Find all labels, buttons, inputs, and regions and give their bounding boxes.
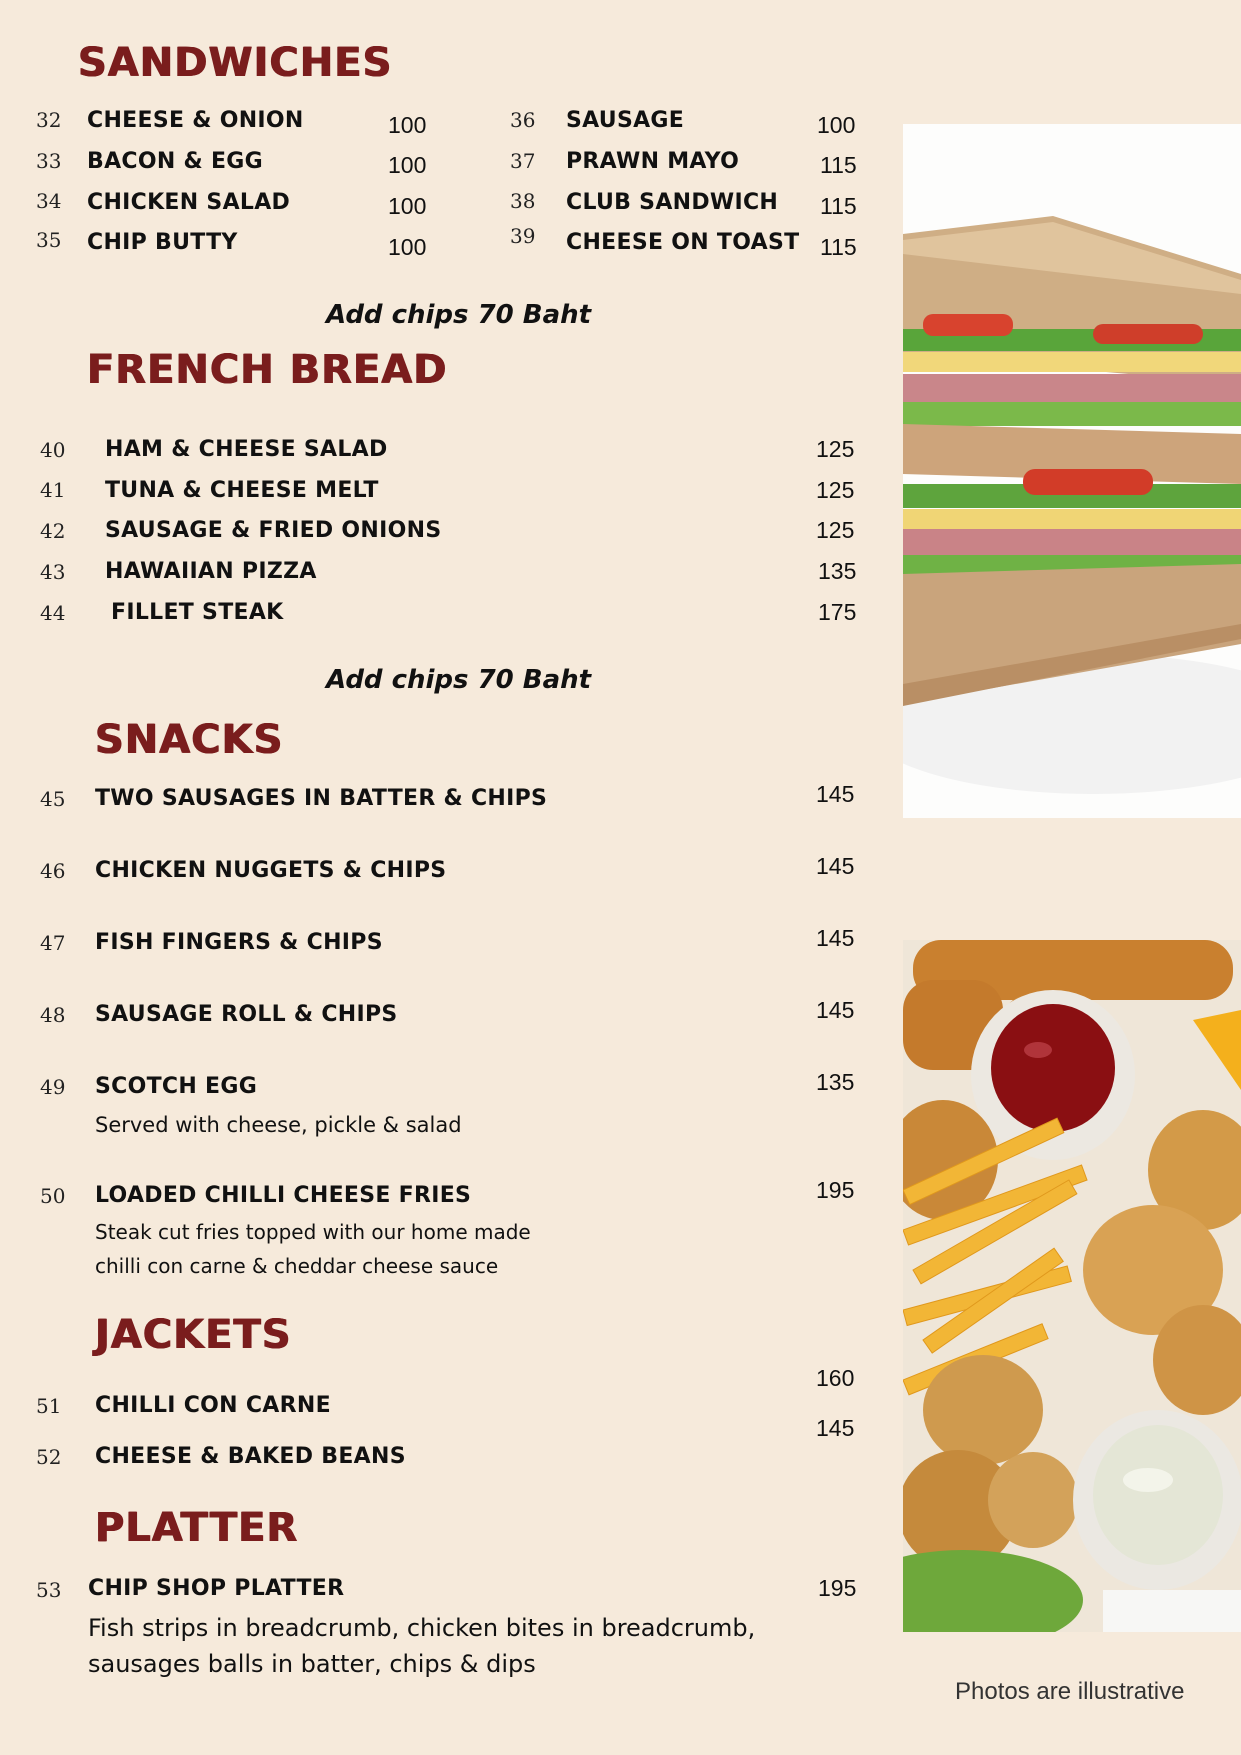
item-price: 195 xyxy=(816,1177,855,1203)
item-name: CHICKEN NUGGETS & CHIPS xyxy=(95,858,447,883)
item-price: 125 xyxy=(816,477,855,503)
item-price: 175 xyxy=(818,599,857,625)
item-description: chilli con carne & cheddar cheese sauce xyxy=(95,1254,499,1278)
item-price: 160 xyxy=(816,1365,855,1391)
item-number: 51 xyxy=(36,1394,62,1418)
item-number: 39 xyxy=(510,224,536,248)
item-name: CHILLI CON CARNE xyxy=(95,1393,331,1418)
item-number: 41 xyxy=(40,478,66,502)
platter-illustration xyxy=(903,940,1241,1632)
section-title-platter: PLATTER xyxy=(95,1505,299,1551)
platter-photo xyxy=(903,940,1241,1632)
item-price: 100 xyxy=(817,112,856,138)
item-name: FISH FINGERS & CHIPS xyxy=(95,930,383,955)
item-description: Served with cheese, pickle & salad xyxy=(95,1113,462,1137)
item-name: LOADED CHILLI CHEESE FRIES xyxy=(95,1183,472,1208)
item-number: 46 xyxy=(40,859,66,883)
item-number: 49 xyxy=(40,1075,66,1099)
item-name: SAUSAGE ROLL & CHIPS xyxy=(95,1002,398,1027)
item-number: 53 xyxy=(36,1578,62,1602)
add-chips-note: Add chips 70 Baht xyxy=(326,300,592,330)
sandwich-photo xyxy=(903,124,1241,818)
item-name: CHEESE & BAKED BEANS xyxy=(95,1444,406,1469)
item-name: HAWAIIAN PIZZA xyxy=(105,559,317,584)
item-price: 145 xyxy=(816,853,855,879)
item-number: 48 xyxy=(40,1003,66,1027)
item-name: SAUSAGE & FRIED ONIONS xyxy=(105,518,442,543)
item-number: 43 xyxy=(40,560,66,584)
section-title-snacks: SNACKS xyxy=(95,717,284,763)
add-chips-note: Add chips 70 Baht xyxy=(326,665,592,695)
item-number: 42 xyxy=(40,519,66,543)
item-price: 145 xyxy=(816,925,855,951)
item-price: 125 xyxy=(816,436,855,462)
item-name: BACON & EGG xyxy=(87,149,264,174)
item-price: 195 xyxy=(818,1575,857,1601)
sandwich-illustration xyxy=(903,124,1241,818)
item-number: 40 xyxy=(40,438,66,462)
item-number: 32 xyxy=(36,108,62,132)
item-price: 115 xyxy=(820,193,857,219)
item-name: CHEESE ON TOAST xyxy=(566,230,800,255)
item-price: 145 xyxy=(816,997,855,1023)
section-title-jackets: JACKETS xyxy=(95,1312,292,1358)
item-name: SAUSAGE xyxy=(566,108,685,133)
item-number: 37 xyxy=(510,149,536,173)
item-name: PRAWN MAYO xyxy=(566,149,740,174)
item-description: sausages balls in batter, chips & dips xyxy=(88,1650,536,1678)
item-number: 44 xyxy=(40,601,66,625)
item-number: 45 xyxy=(40,787,66,811)
item-number: 34 xyxy=(36,189,62,213)
item-name: CHIP SHOP PLATTER xyxy=(88,1576,345,1601)
item-price: 135 xyxy=(816,1069,855,1095)
item-name: CHEESE & ONION xyxy=(87,108,304,133)
item-number: 52 xyxy=(36,1445,62,1469)
item-price: 115 xyxy=(820,152,857,178)
item-number: 36 xyxy=(510,108,536,132)
item-name: FILLET STEAK xyxy=(111,600,284,625)
item-price: 100 xyxy=(388,112,427,138)
item-price: 100 xyxy=(388,152,427,178)
item-name: CHICKEN SALAD xyxy=(87,190,291,215)
item-price: 145 xyxy=(816,1415,855,1441)
section-title-sandwiches: SANDWICHES xyxy=(78,40,393,86)
photos-disclaimer: Photos are illustrative xyxy=(955,1678,1185,1705)
item-number: 50 xyxy=(40,1184,66,1208)
item-number: 47 xyxy=(40,931,66,955)
item-number: 38 xyxy=(510,189,536,213)
item-name: TUNA & CHEESE MELT xyxy=(105,478,379,503)
item-name: CLUB SANDWICH xyxy=(566,190,779,215)
item-name: HAM & CHEESE SALAD xyxy=(105,437,388,462)
item-price: 100 xyxy=(388,234,427,260)
item-price: 125 xyxy=(816,517,855,543)
item-number: 35 xyxy=(36,228,62,252)
item-price: 115 xyxy=(820,234,857,260)
item-number: 33 xyxy=(36,149,62,173)
section-title-french-bread: FRENCH BREAD xyxy=(87,347,448,393)
item-price: 145 xyxy=(816,781,855,807)
item-name: TWO SAUSAGES IN BATTER & CHIPS xyxy=(95,786,548,811)
item-description: Steak cut fries topped with our home made xyxy=(95,1220,531,1244)
item-price: 100 xyxy=(388,193,427,219)
item-name: SCOTCH EGG xyxy=(95,1074,258,1099)
item-description: Fish strips in breadcrumb, chicken bites in breadcrumb, xyxy=(88,1614,756,1642)
item-name: CHIP BUTTY xyxy=(87,230,238,255)
item-price: 135 xyxy=(818,558,857,584)
